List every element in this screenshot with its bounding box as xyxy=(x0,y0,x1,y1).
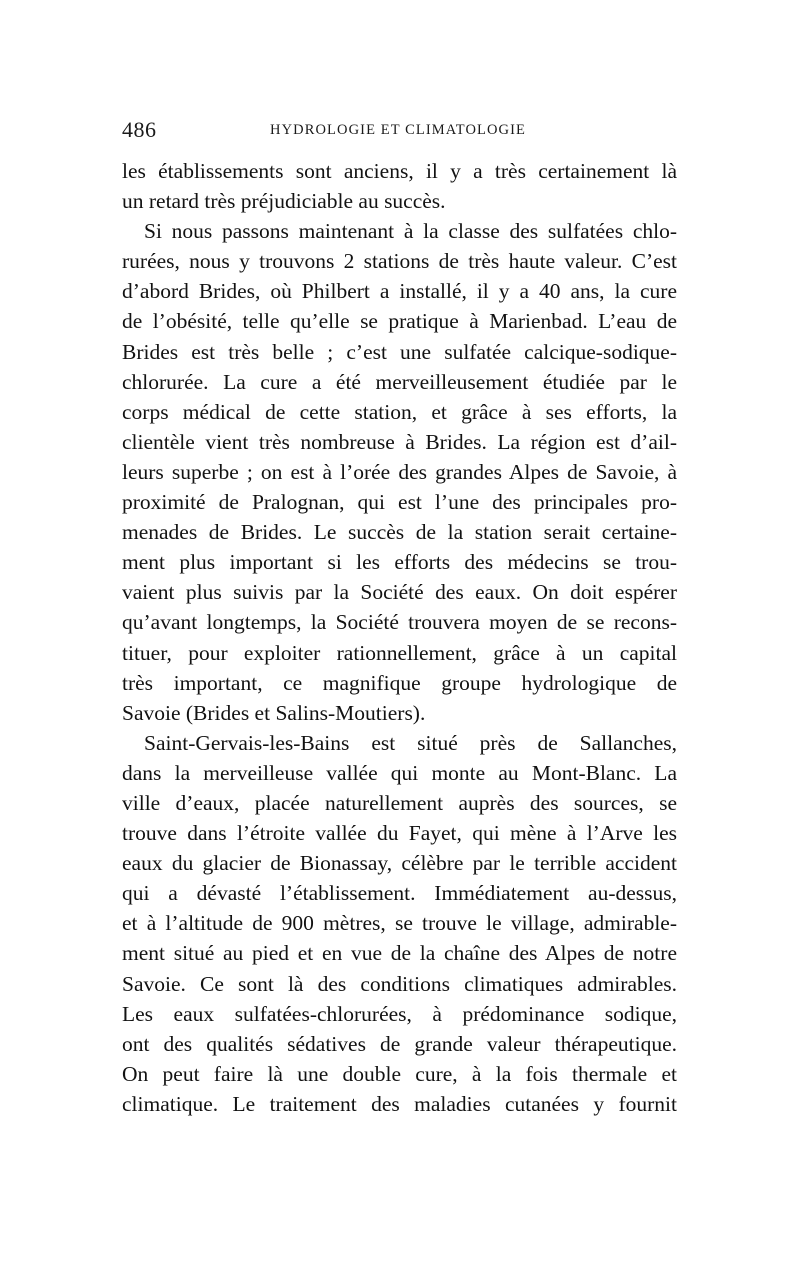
text-line: menades de Brides. Le succès de la station serait certaine- xyxy=(122,520,677,545)
text-line: un retard très préjudiciable au succès. xyxy=(122,189,446,214)
text-line: très important, ce magnifique groupe hydrologique de xyxy=(122,670,677,695)
text-line: ville d’eaux, placée naturellement auprès des sources, se xyxy=(122,790,677,815)
text-line: d’abord Brides, où Philbert a installé, il y a 40 ans, la cure xyxy=(122,279,677,304)
text-line: les établissements sont anciens, il y a très certainement là xyxy=(122,159,677,183)
text-line: corps médical de cette station, et grâce à ses efforts, la xyxy=(122,399,677,424)
text-line: On peut faire là une double cure, à la fois thermale et xyxy=(122,1061,677,1086)
running-head xyxy=(122,117,677,143)
text-line: tituer, pour exploiter rationnellement, grâce à un capital xyxy=(122,640,677,665)
text-line: et à l’altitude de 900 mètres, se trouve le village, admirable- xyxy=(122,911,677,936)
text-line: ment plus important si les efforts des médecins se trou- xyxy=(122,550,677,575)
body-text xyxy=(122,156,677,1119)
text-line: leurs superbe ; on est à l’orée des grandes Alpes de Savoie, à xyxy=(122,459,677,484)
running-title: HYDROLOGIE ET CLIMATOLOGIE xyxy=(270,122,527,138)
text-line: de l’obésité, telle qu’elle se pratique à Marienbad. L’eau de xyxy=(122,309,677,334)
text-line: eaux du glacier de Bionassay, célèbre par le terrible accident xyxy=(122,851,677,876)
text-line: chlorurée. La cure a été merveilleusement étudiée par le xyxy=(122,369,677,394)
text-line: rurées, nous y trouvons 2 stations de très haute valeur. C’est xyxy=(122,249,677,274)
text-line: qui a dévasté l’établissement. Immédiatement au-dessus, xyxy=(122,881,677,906)
text-line: climatique. Le traitement des maladies cutanées y fournit xyxy=(122,1091,677,1116)
text-line: dans la merveilleuse vallée qui monte au Mont-Blanc. La xyxy=(122,760,677,785)
text-line: clientèle vient très nombreuse à Brides. La région est d’ail- xyxy=(122,429,677,454)
text-line: Saint-Gervais-les-Bains est situé près de Sallanches, xyxy=(144,730,677,755)
text-line: Si nous passons maintenant à la classe des sulfatées chlo- xyxy=(144,219,677,244)
text-line: qu’avant longtemps, la Société trouvera moyen de se recons- xyxy=(122,610,677,635)
text-line: Brides est très belle ; c’est une sulfatée calcique-sodique- xyxy=(122,339,677,364)
text-line: Savoie (Brides et Salins-Moutiers). xyxy=(122,700,426,725)
text-line: vaient plus suivis par la Société des eaux. On doit espérer xyxy=(122,580,677,605)
page-number: 486 xyxy=(122,117,157,142)
text-line: ment situé au pied et en vue de la chaîne des Alpes de notre xyxy=(122,941,677,966)
text-line: proximité de Pralognan, qui est l’une des principales pro- xyxy=(122,490,677,515)
text-line: trouve dans l’étroite vallée du Fayet, qui mène à l’Arve les xyxy=(122,821,677,846)
text-line: ont des qualités sédatives de grande valeur thérapeutique. xyxy=(122,1031,677,1056)
text-line: Les eaux sulfatées-chlorurées, à prédominance sodique, xyxy=(122,1001,677,1026)
text-line: Savoie. Ce sont là des conditions climatiques admirables. xyxy=(122,971,677,996)
